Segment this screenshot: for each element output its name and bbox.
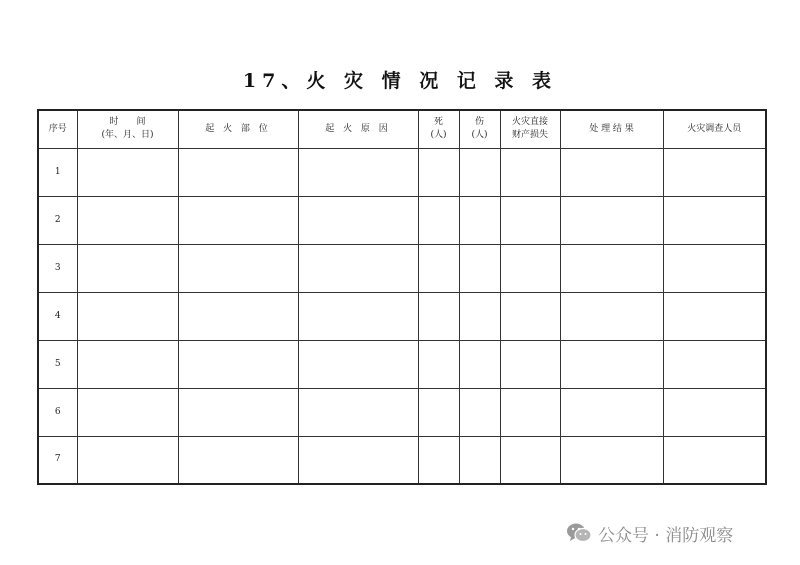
cell-result[interactable] bbox=[560, 292, 663, 340]
table-row bbox=[38, 388, 766, 436]
cell-investigator[interactable] bbox=[663, 340, 766, 388]
cell-dead[interactable] bbox=[418, 148, 459, 196]
cell-injured[interactable] bbox=[459, 388, 500, 436]
row-number: 5 bbox=[38, 340, 77, 388]
cell-injured[interactable] bbox=[459, 244, 500, 292]
cell-dead[interactable] bbox=[418, 196, 459, 244]
header-injured-unit: (人) bbox=[471, 130, 488, 141]
watermark bbox=[566, 518, 733, 548]
cell-loss[interactable] bbox=[500, 436, 560, 484]
header-cause: 起 火 原 因 bbox=[298, 110, 418, 148]
cell-result[interactable] bbox=[560, 388, 663, 436]
cell-location[interactable] bbox=[178, 388, 298, 436]
cell-injured[interactable] bbox=[459, 436, 500, 484]
header-dead-unit: (人) bbox=[430, 130, 447, 141]
cell-result[interactable] bbox=[560, 148, 663, 196]
table-header-row bbox=[38, 110, 766, 148]
cell-loss[interactable] bbox=[500, 148, 560, 196]
row-number: 1 bbox=[38, 148, 77, 196]
cell-result[interactable] bbox=[560, 196, 663, 244]
cell-location[interactable] bbox=[178, 292, 298, 340]
row-number: 7 bbox=[38, 436, 77, 484]
header-time bbox=[77, 110, 178, 148]
cell-time[interactable] bbox=[77, 196, 178, 244]
cell-dead[interactable] bbox=[418, 436, 459, 484]
header-loss-line1: 火灾直接 bbox=[511, 117, 548, 128]
cell-cause[interactable] bbox=[298, 292, 418, 340]
cell-dead[interactable] bbox=[418, 244, 459, 292]
fire-record-table bbox=[37, 109, 767, 485]
cell-location[interactable] bbox=[178, 196, 298, 244]
page-title: 17、火 灾 情 况 记 录 表 bbox=[242, 70, 558, 92]
header-loss-line2: 财产损失 bbox=[511, 130, 548, 141]
cell-loss[interactable] bbox=[500, 196, 560, 244]
header-time-label: 时 间 bbox=[109, 117, 146, 128]
table-row bbox=[38, 340, 766, 388]
cell-cause[interactable] bbox=[298, 148, 418, 196]
table-row bbox=[38, 244, 766, 292]
cell-result[interactable] bbox=[560, 436, 663, 484]
cell-dead[interactable] bbox=[418, 340, 459, 388]
row-number: 2 bbox=[38, 196, 77, 244]
wechat-icon bbox=[566, 522, 592, 544]
cell-loss[interactable] bbox=[500, 244, 560, 292]
cell-location[interactable] bbox=[178, 340, 298, 388]
cell-cause[interactable] bbox=[298, 196, 418, 244]
header-injured bbox=[459, 110, 500, 148]
cell-dead[interactable] bbox=[418, 292, 459, 340]
cell-investigator[interactable] bbox=[663, 388, 766, 436]
cell-investigator[interactable] bbox=[663, 196, 766, 244]
cell-loss[interactable] bbox=[500, 292, 560, 340]
cell-cause[interactable] bbox=[298, 340, 418, 388]
cell-time[interactable] bbox=[77, 388, 178, 436]
cell-result[interactable] bbox=[560, 340, 663, 388]
table-row bbox=[38, 196, 766, 244]
cell-cause[interactable] bbox=[298, 244, 418, 292]
table-row bbox=[38, 436, 766, 484]
cell-loss[interactable] bbox=[500, 388, 560, 436]
cell-time[interactable] bbox=[77, 340, 178, 388]
header-seq: 序号 bbox=[38, 110, 77, 148]
header-result: 处 理 结 果 bbox=[560, 110, 663, 148]
cell-time[interactable] bbox=[77, 148, 178, 196]
cell-injured[interactable] bbox=[459, 292, 500, 340]
cell-investigator[interactable] bbox=[663, 436, 766, 484]
cell-time[interactable] bbox=[77, 436, 178, 484]
cell-location[interactable] bbox=[178, 436, 298, 484]
row-number: 4 bbox=[38, 292, 77, 340]
cell-injured[interactable] bbox=[459, 340, 500, 388]
header-dead bbox=[418, 110, 459, 148]
cell-cause[interactable] bbox=[298, 436, 418, 484]
cell-dead[interactable] bbox=[418, 388, 459, 436]
table-row bbox=[38, 292, 766, 340]
cell-investigator[interactable] bbox=[663, 148, 766, 196]
header-location: 起 火 部 位 bbox=[178, 110, 298, 148]
header-investigator: 火灾调查人员 bbox=[663, 110, 766, 148]
row-number: 3 bbox=[38, 244, 77, 292]
watermark-text: 公众号 · 消防观察 bbox=[598, 525, 734, 546]
header-loss bbox=[500, 110, 560, 148]
cell-result[interactable] bbox=[560, 244, 663, 292]
row-number: 6 bbox=[38, 388, 77, 436]
cell-injured[interactable] bbox=[459, 196, 500, 244]
cell-injured[interactable] bbox=[459, 148, 500, 196]
cell-location[interactable] bbox=[178, 244, 298, 292]
cell-investigator[interactable] bbox=[663, 244, 766, 292]
cell-location[interactable] bbox=[178, 148, 298, 196]
cell-loss[interactable] bbox=[500, 340, 560, 388]
cell-time[interactable] bbox=[77, 292, 178, 340]
header-dead-label: 死 bbox=[433, 117, 443, 128]
table-row bbox=[38, 148, 766, 196]
cell-time[interactable] bbox=[77, 244, 178, 292]
header-injured-label: 伤 bbox=[474, 117, 484, 128]
header-time-format: (年、月、日) bbox=[101, 130, 154, 141]
cell-cause[interactable] bbox=[298, 388, 418, 436]
cell-investigator[interactable] bbox=[663, 292, 766, 340]
